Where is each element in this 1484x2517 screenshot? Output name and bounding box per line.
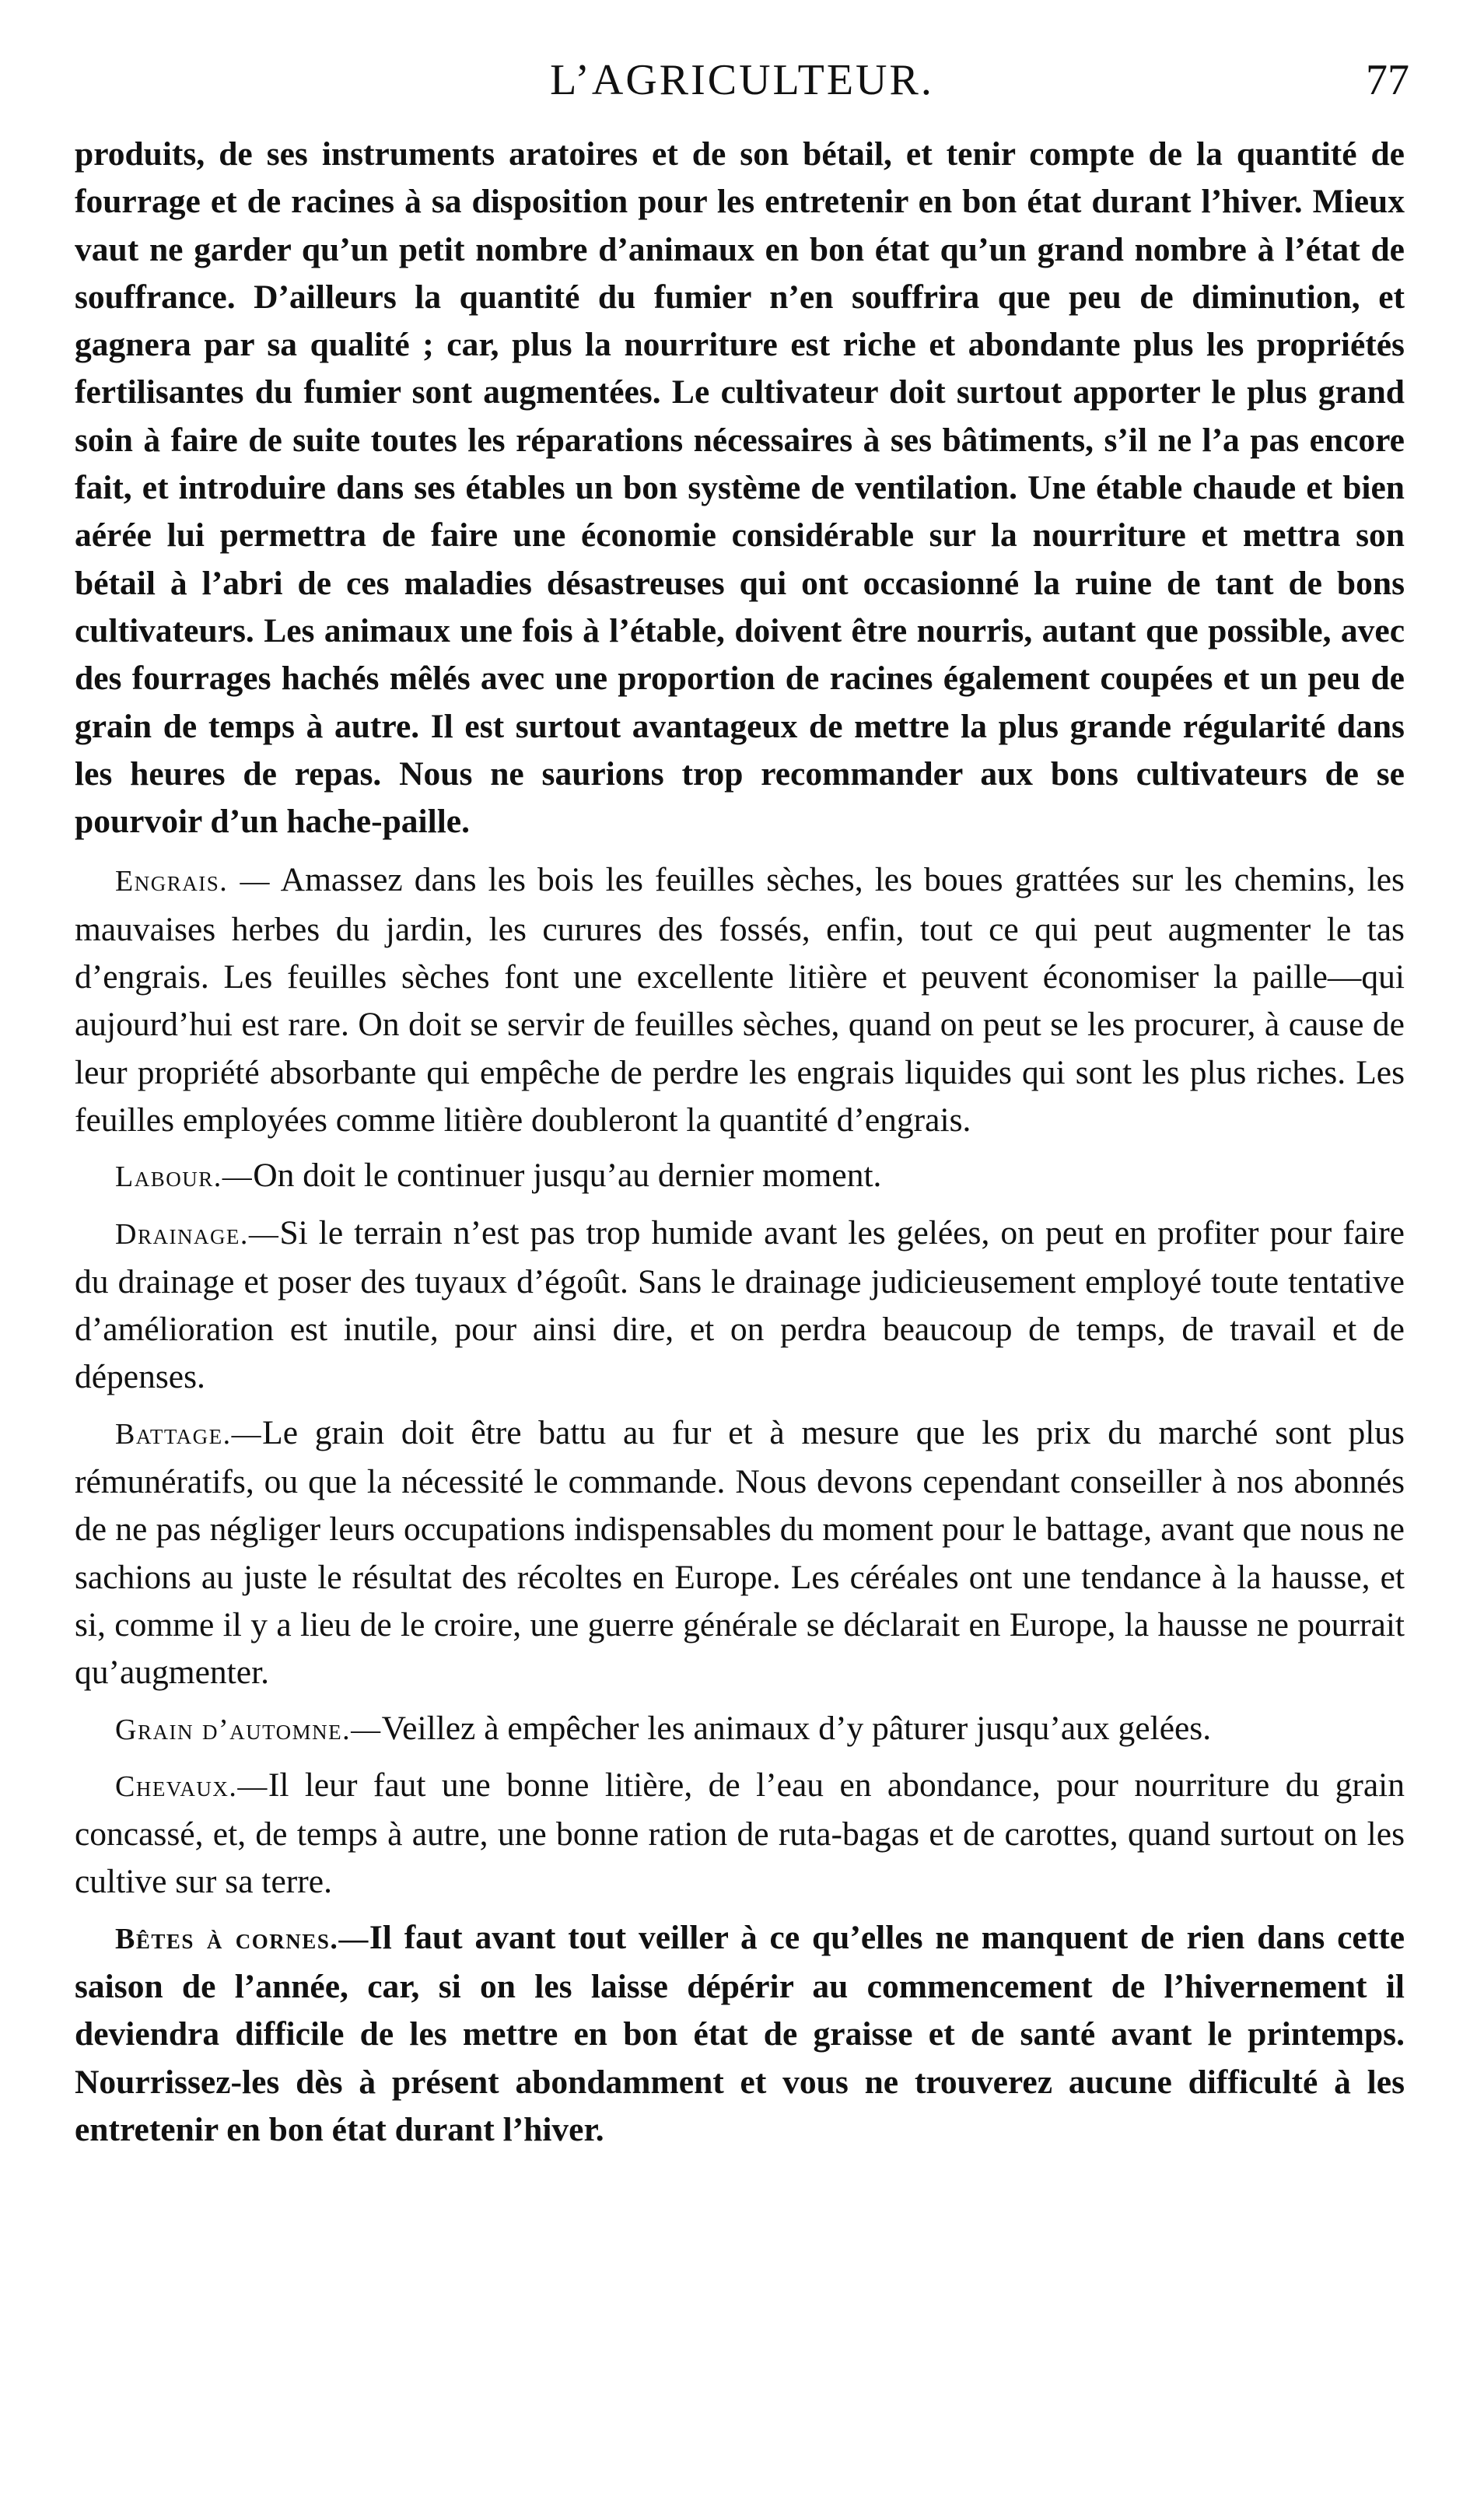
paragraph-text: produits, de ses instruments aratoires et de son bétail, et tenir compte de la quantité de fourrage et de racines à sa disposition pour les entretenir en bon état durant l’hiver. Mieux vaut ne garder qu’un petit nombre d’animaux en bon état qu’un grand nombre à l’état de souffrance. D’ailleurs la quantité du fumier n’en souffrira que peu de diminution, et gagnera par sa qualité ; car, plus la nourriture est riche et abondante plus les propriétés fertilisantes du fumier sont augmentées. Le cultivateur doit surtout apporter le plus grand soin à faire de suite toutes les réparations nécessaires à ses bâtiments, s’il ne l’a pas encore fait, et introduire dans ses étables un bon système de ventilation. Une étable chaude et bien aérée lui permettra de faire une économie considérable sur la nourriture et mettra son bétail à l’abri de ces maladies désastreuses qui ont occasionné la ruine de tant de bons cultivateurs. Les animaux une fois à l’étable, doivent être nourris, autant que possible, avec des fourrages hachés mêlés avec une proportion de racines également coupées et un peu de grain de temps à autre. Il est surtout avantageux de mettre la plus grande régularité dans les heures de repas. Nous ne saurions trop recommander aux bons cultivateurs de se pourvoir d’un hache-paille. [75, 135, 1405, 841]
paragraph-text: Veillez à empêcher les animaux d’y pâturer jusqu’aux gelées. [381, 1709, 1212, 1747]
section-lead-drainage: Drainage.— [115, 1217, 280, 1251]
paragraph-battage [75, 1409, 1405, 1697]
paragraph-chevaux [75, 1762, 1405, 1906]
paragraph-betes-a-cornes [75, 1914, 1405, 2154]
paragraph-text: Si le terrain n’est pas trop humide avant les gelées, on peut en profiter pour faire du drainage et poser des tuyaux d’égoût. Sans le drainage judicieusement employé toute tentative d’amélioration est inutile, pour ainsi dire, et on perdra beaucoup de temps, de travail et de dépenses. [75, 1213, 1405, 1396]
paragraph-labour [75, 1152, 1405, 1201]
section-lead-labour: Labour.— [115, 1160, 254, 1194]
running-title: L’AGRICULTEUR. [550, 56, 934, 104]
paragraph-text: Il faut avant tout veiller à ce qu’elles ne manquent de rien dans cette saison de l’année, car, si on les laisse dépérir au commencement de l’hivernement il deviendra difficile de les mettre en bon état de graisse et de santé avant le printemps. Nourrissez-les dès à présent abondamment et vous ne trouverez aucune difficulté à les entretenir en bon état durant l’hiver. [75, 1918, 1405, 2148]
paragraph-drainage [75, 1209, 1405, 1402]
page-body [75, 131, 1405, 2162]
running-head [75, 45, 1409, 115]
page-number: 77 [1366, 56, 1409, 104]
section-lead-grain-automne: Grain d’automne.— [115, 1713, 382, 1746]
paragraph-grain-automne [75, 1705, 1405, 1754]
paragraph-text: Amassez dans les bois les feuilles sèches, les boues grattées sur les chemins, les mauvaises herbes du jardin, les curures des fossés, enfin, tout ce qui peut augmenter le tas d’engrais. Les feuilles sèches font une excellente litière et peuvent économiser la paille—qui aujourd’hui est rare. On doit se servir de feuilles sèches, quand on peut se les procurer, à cause de leur propriété absorbante qui empêche de perdre les engrais liquides qui sont les plus riches. Les feuilles employées comme litière doubleront la quantité d’engrais. [75, 861, 1405, 1139]
section-lead-engrais: Engrais. — [115, 865, 271, 898]
paragraph-continuation [75, 131, 1405, 845]
paragraph-text: On doit le continuer jusqu’au dernier moment. [253, 1157, 882, 1195]
paragraph-engrais [75, 856, 1405, 1144]
section-lead-battage: Battage.— [115, 1417, 263, 1451]
section-lead-chevaux: Chevaux.— [115, 1770, 268, 1803]
paragraph-text: Il leur faut une bonne litière, de l’eau en abondance, pour nourriture du grain concassé, et, de temps à autre, une bonne ration de ruta-bagas et de carottes, quand surtout on les cultive sur sa terre. [75, 1766, 1405, 1901]
section-lead-betes-a-cornes: Bêtes à cornes.— [115, 1922, 369, 1955]
paragraph-text: Le grain doit être battu au fur et à mesure que les prix du marché sont plus rémunératifs, ou que la nécessité le commande. Nous devons cependant conseiller à nos abonnés de ne pas négliger leurs occupations indispensables du moment pour le battage, avant que nous ne sachions au juste le résultat des récoltes en Europe. Les céréales ont une tendance à la hausse, et si, comme il y a lieu de le croire, une guerre générale se déclarait en Europe, la hausse ne pourrait qu’augmenter. [75, 1413, 1405, 1692]
